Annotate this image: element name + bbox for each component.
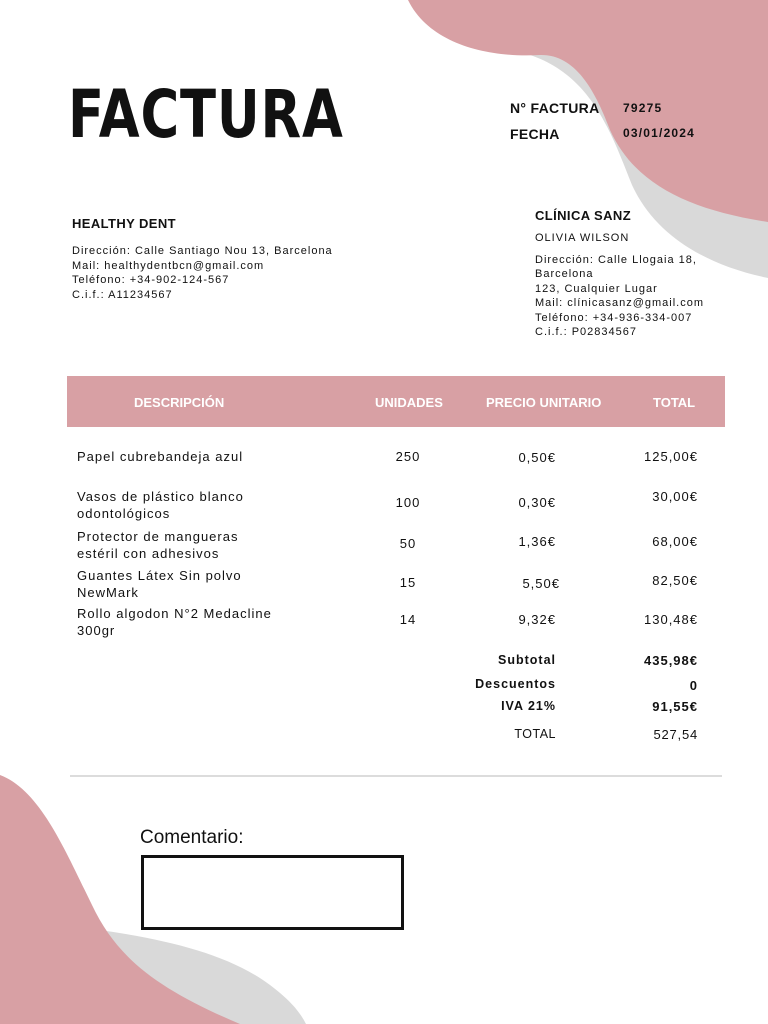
row-description	[77, 528, 238, 562]
header-units: UNIDADES	[375, 395, 443, 410]
issuer-name: HEALTHY DENT	[72, 216, 176, 231]
row-total: 30,00€	[652, 489, 698, 504]
row-description-line1: Rollo algodon N°2 Medacline	[77, 606, 272, 621]
header-description: DESCRIPCIÓN	[134, 395, 225, 410]
row-description-line2: 300gr	[77, 623, 116, 638]
comment-label: Comentario:	[140, 827, 244, 848]
divider-line	[70, 775, 722, 777]
row-description	[77, 488, 244, 522]
row-total: 68,00€	[652, 534, 698, 549]
client-name: CLÍNICA SANZ	[535, 208, 632, 223]
row-description: Papel cubrebandeja azul	[77, 449, 244, 464]
client-block	[535, 208, 760, 340]
row-unit-price: 0,30€	[518, 495, 556, 510]
total-value: 527,54	[653, 727, 698, 742]
date-value: 03/01/2024	[623, 126, 696, 140]
row-unit-price: 1,36€	[518, 534, 556, 549]
table-header	[67, 376, 725, 427]
client-address-line3: 123, Cualquier Lugar	[535, 282, 658, 295]
invoice-number-value: 79275	[623, 101, 663, 115]
row-units: 250	[395, 449, 421, 464]
row-description-line1: Guantes Látex Sin polvo	[77, 568, 242, 583]
date-label: FECHA	[510, 126, 560, 142]
invoice-number-label: N° FACTURA	[510, 100, 600, 116]
row-description-line2: estéril con adhesivos	[77, 546, 220, 561]
client-cif: C.i.f.: P02834567	[535, 326, 638, 338]
tax-value: 91,55€	[652, 699, 698, 714]
row-total: 130,48€	[644, 612, 698, 627]
row-units: 100	[395, 495, 421, 510]
row-description-line1: Vasos de plástico blanco	[77, 489, 244, 504]
tax-label: IVA 21%	[501, 699, 556, 713]
row-units: 50	[399, 536, 417, 551]
client-address-line2: Barcelona	[535, 268, 594, 280]
row-unit-price: 9,32€	[518, 612, 556, 627]
issuer-mail: Mail: healthydentbcn@gmail.com	[72, 259, 265, 272]
subtotal-value: 435,98€	[644, 653, 698, 668]
row-description-line1: Protector de mangueras	[77, 529, 239, 544]
row-description-line2: odontológicos	[77, 506, 171, 521]
issuer-cif: C.i.f.: A11234567	[72, 288, 173, 301]
row-unit-price: 5,50€	[522, 576, 560, 591]
row-description	[77, 567, 242, 601]
issuer-address: Dirección: Calle Santiago Nou 13, Barcelona	[72, 245, 333, 257]
row-total: 82,50€	[652, 573, 698, 588]
client-phone: Teléfono: +34-936-334-007	[535, 311, 693, 324]
client-mail: Mail: clínicasanz@gmail.com	[535, 297, 704, 309]
invoice-title: FACTURA	[68, 76, 344, 153]
issuer-block	[72, 216, 333, 302]
subtotal-label: Subtotal	[498, 653, 556, 667]
comment-box[interactable]	[141, 855, 404, 930]
row-unit-price: 0,50€	[518, 450, 556, 465]
row-units: 15	[399, 575, 417, 590]
row-description	[77, 605, 272, 639]
discount-label: Descuentos	[475, 677, 556, 691]
row-total: 125,00€	[644, 449, 698, 464]
client-contact: OLIVIA WILSON	[535, 232, 630, 244]
row-description-line2: NewMark	[77, 585, 139, 600]
total-label: TOTAL	[514, 727, 556, 741]
header-unit-price: PRECIO UNITARIO	[486, 395, 602, 410]
issuer-phone: Teléfono: +34-902-124-567	[72, 274, 230, 286]
discount-value: 0	[689, 678, 698, 693]
header-total: TOTAL	[653, 395, 696, 410]
row-units: 14	[399, 612, 417, 627]
client-address-line1: Dirección: Calle Llogaia 18,	[535, 253, 697, 266]
